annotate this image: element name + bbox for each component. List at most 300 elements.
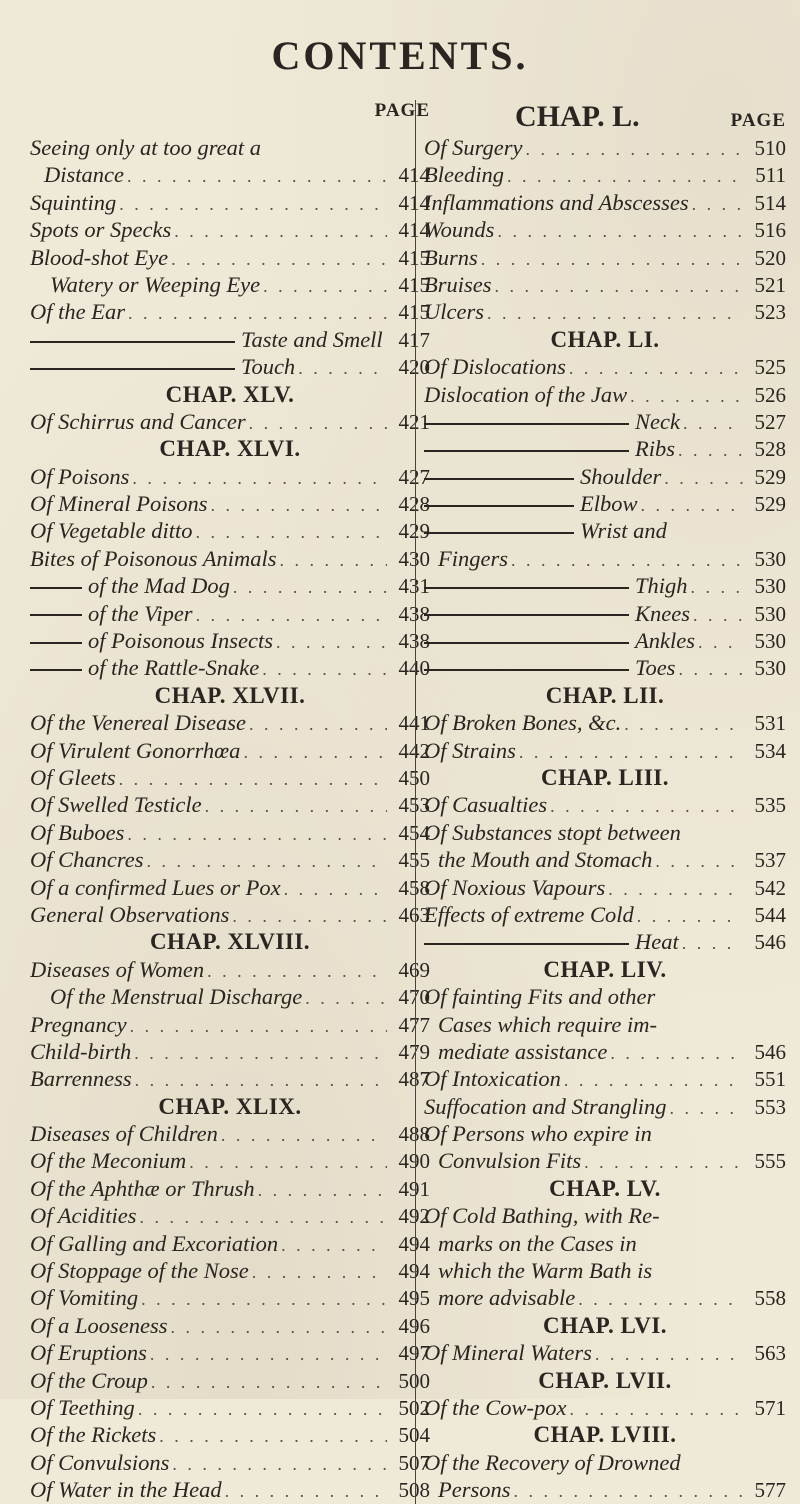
entry-title: of the Rattle-Snake	[30, 654, 259, 681]
leader-dots	[132, 465, 387, 490]
entry-title: Toes	[424, 654, 675, 681]
entry-page-number: 546	[754, 930, 786, 955]
entry-page-number: 526	[754, 382, 786, 407]
toc-entry	[30, 709, 430, 736]
entry-title: Of Teething	[30, 1394, 135, 1420]
entry-title: Squinting	[30, 189, 117, 215]
entry-title: Diseases of Women	[30, 956, 205, 982]
toc-entry	[30, 517, 430, 544]
toc-entry	[30, 134, 430, 161]
leader-dots	[138, 1396, 387, 1421]
chapter-heading: CHAP. LVI.	[542, 1312, 668, 1338]
entry-title: Ankles	[424, 627, 695, 654]
entry-page-number: 511	[755, 163, 786, 188]
left-column	[30, 100, 430, 1504]
entry-page-number: 491	[398, 1176, 430, 1201]
toc-entry	[30, 216, 430, 243]
leader-dots	[691, 574, 743, 599]
entry-title: Of the Meconium	[30, 1148, 187, 1174]
entry-title: Ulcers	[424, 299, 484, 325]
entry-title: Convulsion Fits	[438, 1148, 582, 1174]
entry-page-number: 546	[754, 1039, 786, 1064]
entry-title: Child-birth	[30, 1038, 132, 1064]
entry-title: Of the Rickets	[30, 1422, 157, 1448]
leader-dots	[550, 793, 743, 818]
entry-title: Persons	[438, 1477, 511, 1503]
entry-page-number: 529	[754, 464, 786, 489]
entry-title: Of Cold Bathing, with Re-	[424, 1203, 660, 1229]
entry-page-number: 470	[398, 985, 430, 1010]
entry-title: Of the Menstrual Discharge	[50, 984, 303, 1010]
toc-entry	[30, 463, 430, 490]
leader-dots	[139, 1204, 387, 1229]
leader-dots	[624, 711, 743, 736]
leader-dots	[693, 602, 743, 627]
toc-entry	[424, 271, 786, 298]
leader-dots	[211, 492, 388, 517]
leader-dots	[641, 492, 743, 517]
entry-page-number: 450	[398, 765, 430, 790]
entry-title: the Mouth and Stomach	[438, 847, 653, 873]
entry-page-number: 500	[398, 1368, 430, 1393]
toc-entry	[30, 600, 430, 627]
toc-entry	[424, 983, 786, 1010]
entry-page-number: 510	[754, 136, 786, 160]
entry-title: Of Noxious Vapours	[424, 874, 606, 900]
toc-entry	[424, 1065, 786, 1092]
toc-entry	[30, 298, 430, 325]
toc-entry	[424, 572, 786, 599]
entry-title: Of Strains	[424, 737, 516, 763]
toc-entry	[30, 1421, 430, 1448]
leader-dots	[497, 218, 743, 243]
entry-title: Of Chancres	[30, 847, 144, 873]
leader-dots	[135, 1067, 387, 1092]
toc-entry	[424, 1476, 786, 1503]
entry-page-number: 420	[398, 355, 430, 380]
toc-entry	[424, 216, 786, 243]
entry-page-number: 477	[398, 1012, 430, 1037]
entry-page-number: 530	[754, 656, 786, 681]
entry-title: Blood-shot Eye	[30, 244, 169, 270]
chapter-heading: CHAP. XLVI.	[159, 436, 301, 462]
entry-title: Of the Croup	[30, 1367, 148, 1393]
entry-title: Of Mineral Waters	[424, 1340, 592, 1366]
entry-page-number: 427	[398, 464, 430, 489]
entry-title: more advisable	[438, 1285, 576, 1311]
entry-title: Cases which require im-	[438, 1011, 657, 1037]
entry-page-number: 454	[398, 820, 430, 845]
leader-dots	[386, 328, 387, 353]
leader-dots	[195, 519, 387, 544]
leader-dots	[298, 355, 387, 380]
toc-entry	[424, 463, 786, 490]
leader-dots	[249, 410, 387, 435]
entry-title: Spots or Specks	[30, 217, 172, 243]
entry-page-number: 494	[398, 1231, 430, 1256]
entry-page-number: 415	[398, 272, 430, 297]
toc-entry	[30, 1476, 430, 1503]
toc-entry	[424, 408, 786, 435]
entry-page-number: 529	[754, 492, 786, 517]
entry-page-number: 417	[398, 327, 430, 352]
entry-title: Of a Looseness	[30, 1312, 168, 1338]
leader-dots	[519, 739, 743, 764]
entry-page-number: 414	[398, 190, 430, 215]
entry-title: Of Mineral Poisons	[30, 491, 208, 517]
leader-dots	[664, 465, 743, 490]
entry-page-number: 441	[398, 711, 430, 736]
toc-entry	[424, 1093, 786, 1120]
leader-dots	[128, 300, 387, 325]
entry-title: Diseases of Children	[30, 1121, 218, 1147]
entry-title: Of the Cow-pox	[424, 1394, 567, 1420]
leader-dots	[119, 191, 387, 216]
toc-entry	[30, 901, 430, 928]
toc-entry	[424, 1449, 786, 1476]
toc-entry	[424, 1120, 786, 1147]
entry-page-number: 507	[398, 1450, 430, 1475]
entry-title: Ribs	[424, 435, 675, 462]
entry-title: Distance	[44, 162, 124, 188]
entry-title: Pregnancy	[30, 1011, 127, 1037]
entry-title: Shoulder	[424, 463, 661, 490]
leader-dots	[249, 711, 387, 736]
entry-page-number: 458	[398, 875, 430, 900]
entry-title: mediate assistance	[438, 1038, 608, 1064]
toc-entry	[424, 134, 786, 161]
entry-title: Of Dislocations	[424, 354, 566, 380]
toc-entry	[30, 1339, 430, 1366]
leader-dots	[276, 629, 387, 654]
toc-entry	[30, 1230, 430, 1257]
leader-dots	[262, 656, 387, 681]
entry-title: Bleeding	[424, 162, 504, 188]
toc-entry	[30, 271, 430, 298]
leader-dots	[495, 273, 744, 298]
toc-entry	[424, 435, 786, 462]
toc-entry	[424, 1257, 786, 1284]
entry-title: Burns	[424, 244, 478, 270]
leader-dots	[232, 903, 387, 928]
leader-dots	[305, 985, 387, 1010]
toc-entry	[30, 791, 430, 818]
toc-entry	[30, 983, 430, 1010]
leader-dots	[281, 1232, 387, 1257]
entry-title: Of Gleets	[30, 764, 116, 790]
toc-entry	[30, 654, 430, 681]
entry-title: Of Vegetable ditto	[30, 518, 193, 544]
entry-title: Suffocation and Strangling	[424, 1093, 667, 1119]
leader-dots	[151, 1369, 387, 1394]
toc-entry	[30, 572, 430, 599]
leader-dots	[127, 821, 387, 846]
toc-entry	[30, 1120, 430, 1147]
leader-dots	[284, 876, 387, 901]
entry-title: Seeing only at too great a	[30, 135, 261, 160]
entry-title: Of Stoppage of the Nose	[30, 1258, 249, 1284]
entry-title: of the Mad Dog	[30, 572, 230, 599]
entry-page-number: 463	[398, 902, 430, 927]
toc-entry	[424, 517, 786, 544]
chapter-heading: CHAP. LI.	[550, 326, 660, 352]
leader-dots	[692, 191, 743, 216]
toc-entry	[424, 298, 786, 325]
entry-page-number: 421	[398, 409, 430, 434]
toc-entry	[424, 709, 786, 736]
toc-entry	[424, 161, 786, 188]
entry-page-number: 414	[398, 163, 430, 188]
leader-dots	[678, 656, 743, 681]
leader-dots	[487, 300, 743, 325]
page-column-label: PAGE	[730, 110, 786, 131]
entry-title: Inflammations and Abscesses	[424, 189, 689, 215]
toc-entry	[30, 1202, 430, 1229]
toc-entry	[424, 1011, 786, 1038]
entry-page-number: 487	[398, 1067, 430, 1092]
chapter-heading: CHAP. LVIII.	[533, 1422, 677, 1448]
leader-dots	[189, 1149, 387, 1174]
entry-page-number: 558	[754, 1286, 786, 1311]
entry-title: marks on the Cases in	[438, 1230, 637, 1256]
toc-entry	[30, 1449, 430, 1476]
entry-title: of Poisonous Insects	[30, 627, 273, 654]
entry-page-number: 544	[754, 902, 786, 927]
toc-entry	[30, 1147, 430, 1174]
toc-entry	[424, 874, 786, 901]
leader-dots	[263, 273, 387, 298]
toc-entry	[30, 1065, 430, 1092]
leader-dots	[171, 246, 387, 271]
entry-page-number: 531	[754, 711, 786, 736]
entry-page-number: 530	[754, 601, 786, 626]
entry-title: Of Virulent Gonorrhœa	[30, 737, 241, 763]
leader-dots	[279, 547, 387, 572]
entry-page-number: 571	[754, 1395, 786, 1420]
toc-entry	[30, 189, 430, 216]
entry-page-number: 542	[754, 875, 786, 900]
leader-dots	[141, 1286, 387, 1311]
entry-title: Watery or Weeping Eye	[50, 271, 261, 297]
toc-entry	[30, 326, 430, 353]
toc-entry	[424, 627, 786, 654]
entry-page-number: 514	[754, 190, 786, 215]
entry-title: Of Intoxication	[424, 1066, 561, 1092]
entry-page-number: 415	[398, 245, 430, 270]
entry-title: Of Surgery	[424, 135, 523, 160]
leader-dots	[678, 437, 743, 462]
toc-entry	[30, 408, 430, 435]
leader-dots	[698, 629, 743, 654]
leader-dots	[205, 793, 387, 818]
entry-title: Fingers	[438, 545, 508, 571]
toc-entry	[424, 737, 786, 764]
entry-page-number: 530	[754, 546, 786, 571]
entry-page-number: 414	[398, 218, 430, 243]
entry-page-number: 428	[398, 492, 430, 517]
leader-dots	[225, 1478, 387, 1503]
entry-page-number: 469	[398, 957, 430, 982]
toc-entry	[424, 819, 786, 846]
entry-title: Of fainting Fits and other	[424, 984, 656, 1010]
entry-title: Of Water in the Head	[30, 1477, 222, 1503]
entry-page-number: 442	[398, 738, 430, 763]
leader-dots	[150, 1341, 387, 1366]
leader-dots	[564, 1067, 743, 1092]
toc-entry	[424, 1147, 786, 1174]
toc-entry	[424, 791, 786, 818]
entry-title: Elbow	[424, 490, 638, 517]
chapter-heading: CHAP. L.	[514, 100, 640, 133]
leader-dots	[233, 574, 387, 599]
entry-title: Of Acidities	[30, 1203, 137, 1229]
toc-entry	[30, 545, 430, 572]
entry-page-number: 479	[398, 1039, 430, 1064]
toc-entry	[30, 1284, 430, 1311]
entry-title: Of Buboes	[30, 819, 125, 845]
entry-page-number: 553	[754, 1094, 786, 1119]
toc-entry	[30, 627, 430, 654]
right-column-header	[424, 100, 786, 134]
entry-page-number: 528	[754, 437, 786, 462]
chapter-heading: CHAP. XLVIII.	[149, 929, 311, 955]
entry-page-number: 516	[754, 218, 786, 243]
chapter-heading: CHAP. LIII.	[541, 764, 669, 790]
toc-entry	[424, 600, 786, 627]
entry-page-number: 530	[754, 574, 786, 599]
toc-entry	[424, 244, 786, 271]
toc-entry	[30, 737, 430, 764]
leader-dots	[172, 1451, 387, 1476]
leader-dots	[196, 602, 387, 627]
chapter-heading: CHAP. LII.	[545, 682, 665, 708]
entry-title: Of Swelled Testicle	[30, 792, 202, 818]
leader-dots	[174, 218, 387, 243]
entry-page-number: 438	[398, 629, 430, 654]
leader-dots	[526, 136, 743, 161]
toc-entry	[424, 1394, 786, 1421]
toc-entry	[30, 1175, 430, 1202]
leader-dots	[221, 1122, 387, 1147]
leader-dots	[584, 1149, 743, 1174]
entry-page-number: 494	[398, 1259, 430, 1284]
toc-entry	[30, 819, 430, 846]
toc-entry	[424, 490, 786, 517]
leader-dots	[119, 766, 387, 791]
chapter-heading: CHAP. LVII.	[538, 1367, 672, 1393]
entry-page-number: 534	[754, 738, 786, 763]
entry-page-number: 440	[398, 656, 430, 681]
entry-page-number: 527	[754, 409, 786, 434]
toc-entry	[424, 901, 786, 928]
leader-dots	[578, 1286, 743, 1311]
entry-title: Of the Ear	[30, 299, 125, 325]
toc-entry	[424, 189, 786, 216]
leader-dots	[569, 1396, 743, 1421]
entry-title: Barrenness	[30, 1066, 132, 1092]
entry-title: Heat	[424, 928, 679, 955]
leader-dots	[159, 1423, 387, 1448]
toc-entry	[30, 490, 430, 517]
entry-page-number: 495	[398, 1286, 430, 1311]
toc-entry	[424, 381, 786, 408]
entry-title: Taste and Smell	[30, 326, 383, 353]
toc-entry	[424, 1038, 786, 1065]
entry-page-number: 453	[398, 793, 430, 818]
entry-title: Knees	[424, 600, 690, 627]
leader-dots	[258, 1177, 387, 1202]
entry-title: of the Viper	[30, 600, 193, 627]
entry-title: Of Broken Bones, &c.	[424, 710, 622, 736]
toc-entry	[30, 874, 430, 901]
toc-entry	[424, 846, 786, 873]
toc-entry	[30, 161, 430, 188]
entry-page-number: 496	[398, 1313, 430, 1338]
entry-title: Wounds	[424, 217, 495, 243]
toc-entry	[424, 1284, 786, 1311]
toc-entry	[30, 1394, 430, 1421]
leader-dots	[147, 848, 387, 873]
toc-entry	[30, 956, 430, 983]
leader-dots	[252, 1259, 387, 1284]
entry-title: Of Galling and Excoriation	[30, 1230, 279, 1256]
chapter-heading: CHAP. LV.	[549, 1175, 661, 1201]
entry-title: Of Substances stopt between	[424, 819, 681, 845]
entry-page-number: 520	[754, 245, 786, 270]
leader-dots	[127, 163, 387, 188]
entry-page-number: 490	[398, 1149, 430, 1174]
chapter-heading: CHAP. XLV.	[165, 381, 295, 407]
entry-page-number: 508	[398, 1478, 430, 1503]
entry-title: Bruises	[424, 271, 492, 297]
entry-title: Of Poisons	[30, 463, 130, 489]
leader-dots	[670, 1095, 743, 1120]
entry-page-number: 504	[398, 1423, 430, 1448]
toc-entry	[30, 1038, 430, 1065]
toc-entry	[424, 545, 786, 572]
entry-title: Of a confirmed Lues or Pox	[30, 874, 281, 900]
entry-page-number: 577	[754, 1478, 786, 1503]
leader-dots	[481, 246, 743, 271]
toc-entry	[30, 353, 430, 380]
toc-entry	[30, 1011, 430, 1038]
entry-page-number: 502	[398, 1395, 430, 1420]
leader-dots	[608, 876, 743, 901]
entry-title: Wrist and	[424, 517, 667, 544]
toc-entry	[30, 1367, 430, 1394]
entry-title: Of Vomiting	[30, 1285, 139, 1311]
leader-dots	[511, 547, 743, 572]
entry-page-number: 551	[754, 1067, 786, 1092]
leader-dots	[569, 355, 743, 380]
toc-entry	[424, 928, 786, 955]
entry-title: Of the Recovery of Drowned	[424, 1449, 681, 1475]
leader-dots	[610, 1040, 743, 1065]
toc-entry	[30, 846, 430, 873]
chapter-heading: CHAP. XLVII.	[154, 682, 306, 708]
entry-title: Effects of extreme Cold	[424, 901, 634, 927]
entry-page-number: 521	[754, 272, 786, 297]
entry-page-number: 497	[398, 1341, 430, 1366]
toc-entry	[424, 1230, 786, 1257]
toc-entry	[30, 1312, 430, 1339]
leader-dots	[682, 930, 743, 955]
entry-page-number: 429	[398, 519, 430, 544]
entry-title: Touch	[30, 353, 295, 380]
toc-entry	[424, 654, 786, 681]
leader-dots	[171, 1314, 387, 1339]
chapter-heading: CHAP. XLIX.	[158, 1093, 302, 1119]
